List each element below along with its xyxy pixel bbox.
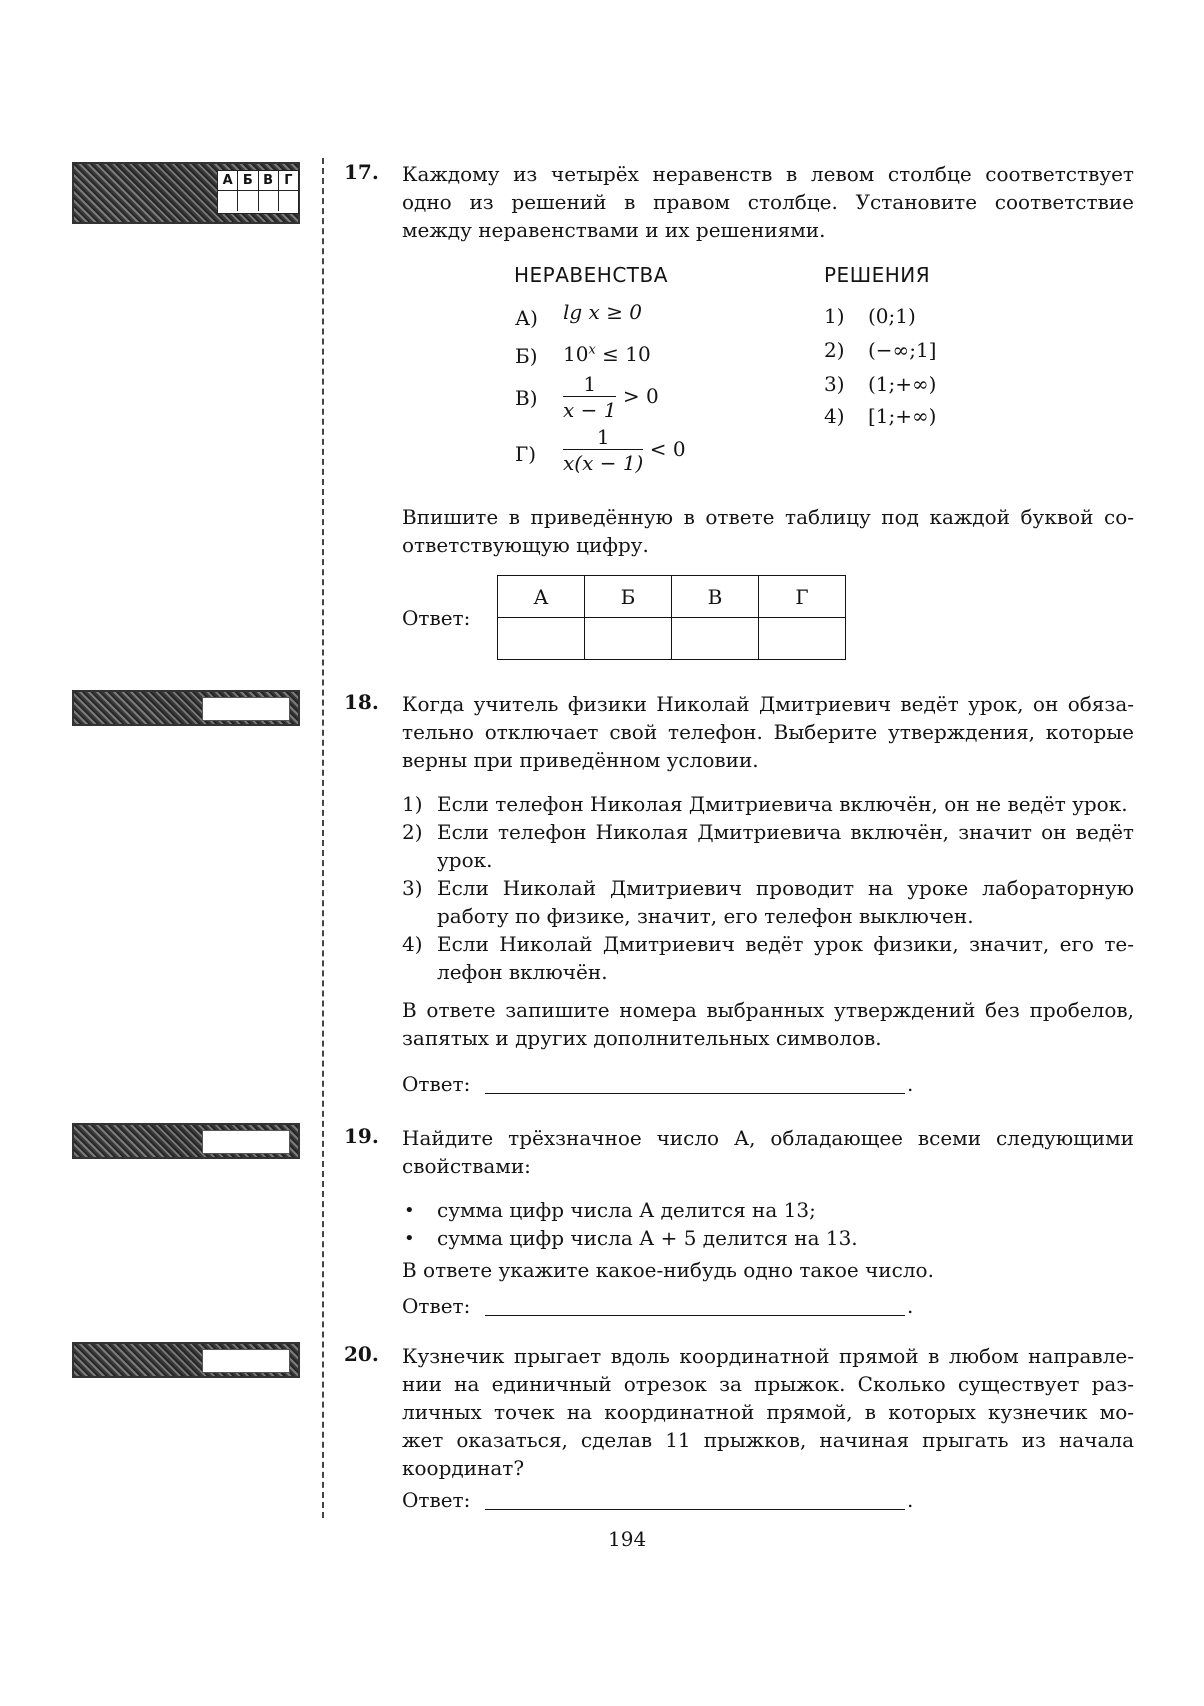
- text-line: Если Николай Дмитриевич ведёт урок физики, значит, его те-: [437, 932, 1134, 956]
- margin-answer-box-18: [72, 690, 300, 726]
- text-line: ответствующую цифру.: [402, 533, 649, 557]
- fraction-denominator: x − 1: [563, 398, 617, 422]
- margin-answer-box-17: [72, 162, 300, 224]
- fraction-numerator: 1: [563, 372, 616, 397]
- text-line: одно из решений в правом столбце. Установите соответствие: [402, 190, 1134, 214]
- text-line: работу по физике, значит, его телефон выключен.: [437, 904, 974, 928]
- answer-label: Ответ:: [402, 606, 471, 630]
- inequality-b: [563, 342, 651, 366]
- text-line: Каждому из четырёх неравенств в левом столбце соответствует: [402, 162, 1134, 186]
- text-line: свойствами:: [402, 1154, 531, 1178]
- task-17-intro: [402, 160, 1134, 244]
- text-line: личных точек на координатной прямой, в которых кузнечик мо-: [402, 1400, 1134, 1424]
- inequality-b-exponent: x: [588, 342, 596, 358]
- text-line: тельно отключает свой телефон. Выберите утверждения, которые: [402, 720, 1134, 744]
- task-18-intro: [402, 690, 1134, 774]
- solution-value: (1;+∞): [868, 372, 937, 396]
- answer-table-cell[interactable]: [672, 618, 759, 660]
- fraction: [563, 372, 616, 423]
- margin-answer-field-18[interactable]: [202, 697, 290, 721]
- inequality-label: А): [515, 306, 538, 330]
- option-label: 1): [402, 792, 423, 816]
- answer-period: .: [907, 1072, 914, 1096]
- grid-letter: В: [259, 171, 279, 191]
- answer-period: .: [907, 1294, 914, 1318]
- page-number: 194: [608, 1527, 647, 1551]
- text-line: урок.: [437, 848, 493, 872]
- text-line: Если телефон Николая Дмитриевича включён, он не ведёт урок.: [437, 792, 1128, 816]
- option-label: 2): [402, 820, 423, 844]
- task-20-intro: [402, 1342, 1134, 1482]
- text-line: Впишите в приведённую в ответе таблицу под каждой буквой со-: [402, 505, 1134, 529]
- answer-table-header: Б: [585, 576, 672, 618]
- solution-value: (−∞;1]: [868, 338, 937, 362]
- inequality-label: Г): [515, 442, 537, 466]
- option-item: [402, 790, 1134, 818]
- inequality-b-base: 10: [563, 342, 589, 366]
- text-line: Когда учитель физики Николай Дмитриевич ведёт урок, он обяза-: [402, 692, 1134, 716]
- task-18-options: [402, 790, 1134, 986]
- text-line: координат?: [402, 1456, 525, 1480]
- text-line: верны при приведённом условии.: [402, 748, 759, 772]
- inequality-b-rest: ≤ 10: [595, 342, 651, 366]
- solution-label: 4): [824, 404, 845, 428]
- text-line: лефон включён.: [437, 960, 608, 984]
- text-line: жет оказаться, сделав 11 прыжков, начиная прыгать из начала: [402, 1428, 1134, 1452]
- solution-label: 3): [824, 372, 845, 396]
- grid-letter: А: [218, 171, 238, 191]
- margin-answer-grid: [217, 170, 299, 214]
- answer-table-header: В: [672, 576, 759, 618]
- answer-label: Ответ:: [402, 1072, 471, 1096]
- text-line: Если Николай Дмитриевич проводит на уроке лабораторную: [437, 876, 1134, 900]
- answer-table: [497, 575, 846, 660]
- answer-table-header: Г: [759, 576, 846, 618]
- task-19-intro: [402, 1124, 1134, 1180]
- text-line: запятых и других дополнительных символов.: [402, 1026, 882, 1050]
- margin-answer-box-20: [72, 1342, 300, 1378]
- bullet-icon: •: [404, 1228, 415, 1249]
- margin-answer-field-20[interactable]: [202, 1349, 290, 1373]
- inequality-label: Б): [515, 344, 538, 368]
- fraction-numerator: 1: [563, 425, 643, 450]
- text-line: между неравенствами и их решениями.: [402, 218, 826, 242]
- inequality-d-rest: < 0: [643, 437, 686, 461]
- solution-label: 2): [824, 338, 845, 362]
- grid-letter: Б: [238, 171, 258, 191]
- solution-value: [1;+∞): [868, 404, 937, 428]
- solution-value: (0;1): [868, 304, 916, 328]
- task-number: 19.: [344, 1124, 379, 1148]
- inequalities-header: НЕРАВЕНСТВА: [514, 263, 668, 287]
- answer-period: .: [907, 1488, 914, 1512]
- option-item: [402, 818, 1134, 874]
- grid-blank[interactable]: [279, 191, 298, 211]
- fraction: [563, 425, 643, 476]
- answer-table-header: А: [498, 576, 585, 618]
- inequality-d: [563, 425, 686, 476]
- answer-line[interactable]: [485, 1093, 905, 1094]
- task-number: 18.: [344, 690, 379, 714]
- margin-answer-box-19: [72, 1123, 300, 1159]
- task-17-instruction: [402, 503, 1134, 559]
- answer-table-cell[interactable]: [498, 618, 585, 660]
- grid-blank[interactable]: [238, 191, 258, 211]
- answer-table-cell[interactable]: [585, 618, 672, 660]
- inequality-c-rest: > 0: [616, 384, 659, 408]
- inequality-a: lg x ≥ 0: [563, 300, 643, 324]
- grid-blank[interactable]: [259, 191, 279, 211]
- solutions-header: РЕШЕНИЯ: [824, 263, 931, 287]
- text-line: Если телефон Николая Дмитриевича включён, значит он ведёт: [437, 820, 1134, 844]
- fraction-denominator: x(x − 1): [563, 451, 644, 475]
- answer-line[interactable]: [485, 1509, 905, 1510]
- task-number: 20.: [344, 1342, 379, 1366]
- bullet-icon: •: [404, 1200, 415, 1221]
- bullet-text: сумма цифр числа А + 5 делится на 13.: [437, 1226, 858, 1250]
- grid-blank[interactable]: [218, 191, 238, 211]
- grid-letter: Г: [279, 171, 298, 191]
- text-line: нии на единичный отрезок за прыжок. Сколько существует раз-: [402, 1372, 1134, 1396]
- solution-label: 1): [824, 304, 845, 328]
- option-label: 4): [402, 932, 423, 956]
- text-line: В ответе запишите номера выбранных утверждений без пробелов,: [402, 998, 1134, 1022]
- answer-table-cell[interactable]: [759, 618, 846, 660]
- option-item: [402, 874, 1134, 930]
- inequality-c: [563, 372, 659, 423]
- answer-line[interactable]: [485, 1315, 905, 1316]
- dashed-margin-line: [322, 158, 324, 1518]
- task-number: 17.: [344, 160, 379, 184]
- text-line: Кузнечик прыгает вдоль координатной прямой в любом направле-: [402, 1344, 1134, 1368]
- answer-label: Ответ:: [402, 1488, 471, 1512]
- option-label: 3): [402, 876, 423, 900]
- text-line: Найдите трёхзначное число А, обладающее всеми следующими: [402, 1126, 1134, 1150]
- inequality-label: В): [515, 386, 538, 410]
- bullet-text: сумма цифр числа А делится на 13;: [437, 1198, 816, 1222]
- margin-answer-field-19[interactable]: [202, 1130, 290, 1154]
- option-item: [402, 930, 1134, 986]
- task-19-instruction: В ответе укажите какое-нибудь одно такое число.: [402, 1258, 934, 1282]
- answer-label: Ответ:: [402, 1294, 471, 1318]
- task-18-instruction: [402, 996, 1134, 1052]
